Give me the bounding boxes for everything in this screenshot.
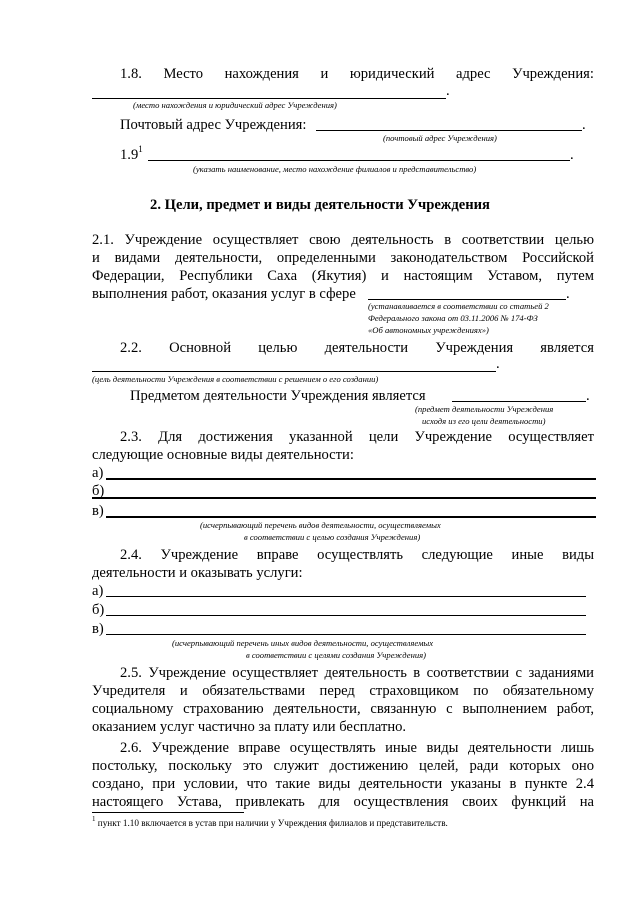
section-1-9-number: $1.9^1$ (120, 144, 143, 163)
p25-line-last: оказанием услуг частично за плату или бесплатно. (92, 719, 407, 735)
p24-line: деятельности и оказывать услуги: (92, 565, 303, 581)
period: . (446, 83, 450, 99)
postal-address-hint: (почтовый адрес Учреждения) (383, 133, 497, 143)
section-heading: 2. Цели, предмет и виды деятельности Учреждения (150, 197, 490, 213)
word: является (540, 340, 594, 356)
p24-hint-line: (исчерпывающий перечень иных видов деятельности, осуществляемых (172, 638, 434, 648)
other-activity-a-field[interactable] (106, 596, 586, 597)
word: нахождения (224, 66, 299, 82)
p21-hint-line: «Об автономных учреждениях») (368, 325, 489, 335)
p23-hint-line: (исчерпывающий перечень видов деятельности, осуществляемых (200, 520, 441, 530)
list-item-marker: б) (92, 483, 105, 499)
footnote-mark: 1 (92, 814, 96, 823)
p24-line: 2.4. Учреждение вправе осуществлять следующие иные виды (120, 547, 594, 563)
section-number: 2.2. (120, 340, 142, 356)
list-item-marker: а) (92, 583, 104, 599)
period: . (566, 286, 570, 302)
period: . (582, 117, 586, 133)
postal-address-label: Почтовый адрес Учреждения: (120, 117, 307, 133)
p26-line: постольку, поскольку это служит достижению целей, ради которых оно (92, 758, 594, 774)
word: адрес (456, 66, 491, 82)
p24-hint-line: в соответствии с целями создания Учреждения) (246, 650, 426, 660)
p21-line: Федерации, Республики Саха (Якутия) и настоящим Уставом, путем (92, 268, 594, 284)
p22-line (120, 339, 594, 357)
p23-line: 2.3. Для достижения указанной цели Учреждение осуществляет (120, 429, 594, 445)
list-item-marker: б) (92, 602, 105, 618)
legal-address-field-line[interactable] (92, 98, 446, 99)
p26-line: настоящего Устава, привлекать для осуществления своих функций на (92, 794, 594, 810)
p21-line: 2.1. Учреждение осуществляет свою деятельность в соответствии целью (92, 232, 594, 248)
word: целью (258, 340, 298, 356)
subject-hint-line: исходя из его цели деятельности) (422, 416, 546, 426)
section-1-8-line (120, 65, 594, 83)
postal-address-field-line[interactable] (316, 130, 582, 131)
p21-hint-line: Федерального закона от 03.11.2006 № 174-ФЗ (368, 313, 538, 323)
list-item-marker: а) (92, 465, 104, 481)
main-activity-a-field[interactable] (106, 478, 596, 480)
word: деятельности (324, 340, 409, 356)
subject-label: Предметом деятельности Учреждения является (130, 388, 426, 404)
p25-line: 2.5. Учреждение осуществляет деятельность в соответствии с заданиями (120, 665, 594, 681)
other-activity-b-field[interactable] (106, 615, 586, 616)
word: Учреждения: (512, 66, 594, 82)
main-activity-c-field[interactable] (106, 516, 596, 518)
main-goal-hint: (цель деятельности Учреждения в соответствии с решением о его создании) (92, 374, 379, 384)
word: Место (163, 66, 204, 82)
main-activity-b-field[interactable] (92, 497, 596, 499)
p26-line: 2.6. Учреждение вправе осуществлять иные виды деятельности лишь (120, 740, 594, 756)
p23-hint-line: в соответствии с целью создания Учреждения) (244, 532, 421, 542)
p26-line: создано, при условии, что такие виды деятельности указаны в пункте 2.4 (92, 776, 594, 792)
subject-field-line[interactable] (452, 401, 586, 402)
p21-line: и видами деятельности, определенными законодательством Российской (92, 250, 594, 266)
list-item-marker: в) (92, 621, 104, 637)
period: . (570, 147, 574, 163)
branches-hint: (указать наименование, место нахождение филиалов и представительство) (193, 164, 477, 174)
word: Учреждения (435, 340, 514, 356)
p23-line: следующие основные виды деятельности: (92, 447, 354, 463)
activity-sphere-field-line[interactable] (368, 299, 566, 300)
footnote (92, 814, 448, 829)
footnote-ref: 1 (138, 144, 143, 155)
footnote-separator (92, 812, 244, 813)
p21-line-last: выполнения работ, оказания услуг в сфере (92, 286, 356, 302)
other-activity-c-field[interactable] (106, 634, 586, 635)
word: Основной (169, 340, 232, 356)
section-number: 1.8. (120, 66, 142, 82)
legal-address-hint: (место нахождения и юридический адрес Учреждения) (133, 100, 337, 110)
footnote-text: пункт 1.10 включается в устав при наличии у Учреждения филиалов и представительств. (95, 818, 448, 828)
main-goal-field-line[interactable] (92, 371, 496, 372)
period: . (586, 388, 590, 404)
list-item-marker: в) (92, 503, 104, 519)
word: и (320, 66, 329, 82)
period: . (496, 356, 500, 372)
p25-line: Учредителя и обязательствами перед страховщиком по обязательному (92, 683, 594, 699)
p21-hint-line: (устанавливается в соответствии со статьей 2 (368, 301, 549, 311)
branches-field-line[interactable] (148, 160, 570, 161)
word: юридический (349, 66, 435, 82)
p25-line: социальному страхованию деятельности, связанную с выполнением работ, (92, 701, 594, 717)
subject-hint-line: (предмет деятельности Учреждения (415, 404, 554, 414)
